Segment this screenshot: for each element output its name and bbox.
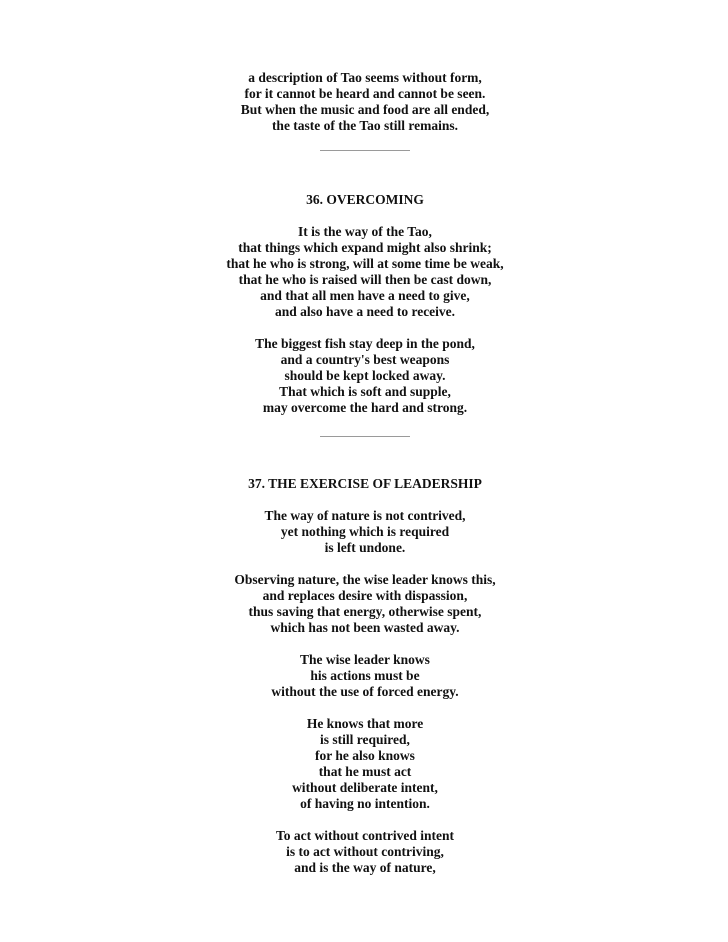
chapter-title: 37. THE EXERCISE OF LEADERSHIP <box>248 476 482 491</box>
verse-line: that he who is strong, will at some time be weak, <box>226 256 504 271</box>
verse-line: is to act without contriving, <box>286 844 444 859</box>
verse-line: That which is soft and supple, <box>279 384 451 399</box>
verse-line: without the use of forced energy. <box>271 684 459 699</box>
verse-line: without deliberate intent, <box>292 780 438 795</box>
chapter-36 <box>155 192 575 416</box>
verse-line: and also have a need to receive. <box>274 304 456 319</box>
verse-line: The wise leader knows <box>300 652 430 667</box>
intro-stanza <box>155 70 575 134</box>
verse-line: He knows that more <box>306 716 424 731</box>
verse-line: thus saving that energy, otherwise spent, <box>248 604 482 619</box>
intro-line: the taste of the Tao still remains. <box>271 118 459 133</box>
verse-line: and replaces desire with dispassion, <box>262 588 468 603</box>
intro-line: for it cannot be heard and cannot be seen. <box>244 86 486 101</box>
verse-line: The biggest fish stay deep in the pond, <box>255 336 475 351</box>
verse-line: of having no intention. <box>300 796 430 811</box>
verse-line: and a country's best weapons <box>280 352 450 367</box>
verse-line: yet nothing which is required <box>280 524 450 539</box>
verse-line: is left undone. <box>324 540 406 555</box>
verse-line: and that all men have a need to give, <box>260 288 470 303</box>
verse-line: It is the way of the Tao, <box>298 224 432 239</box>
verse-line: for he also knows <box>315 748 415 763</box>
verse-line: is still required, <box>320 732 410 747</box>
verse-line: which has not been wasted away. <box>270 620 460 635</box>
verse-line: that things which expand might also shrink; <box>238 240 492 255</box>
verse-line: Observing nature, the wise leader knows this, <box>234 572 496 587</box>
verse-line: that he who is raised will then be cast down, <box>238 272 492 287</box>
chapter-title: 36. OVERCOMING <box>306 192 424 207</box>
intro-line: a description of Tao seems without form, <box>248 70 482 85</box>
verse-line: and is the way of nature, <box>294 860 436 875</box>
divider-rule <box>320 436 410 437</box>
verse-line: his actions must be <box>310 668 420 683</box>
verse-line: To act without contrived intent <box>276 828 454 843</box>
section-divider <box>155 436 575 437</box>
verse-line: should be kept locked away. <box>284 368 446 383</box>
verse-line: may overcome the hard and strong. <box>262 400 468 415</box>
intro-line: But when the music and food are all ended, <box>240 102 490 117</box>
verse-line: The way of nature is not contrived, <box>264 508 466 523</box>
chapter-37 <box>155 476 575 876</box>
verse-line: that he must act <box>318 764 412 779</box>
section-divider <box>155 150 575 151</box>
divider-rule <box>320 150 410 151</box>
